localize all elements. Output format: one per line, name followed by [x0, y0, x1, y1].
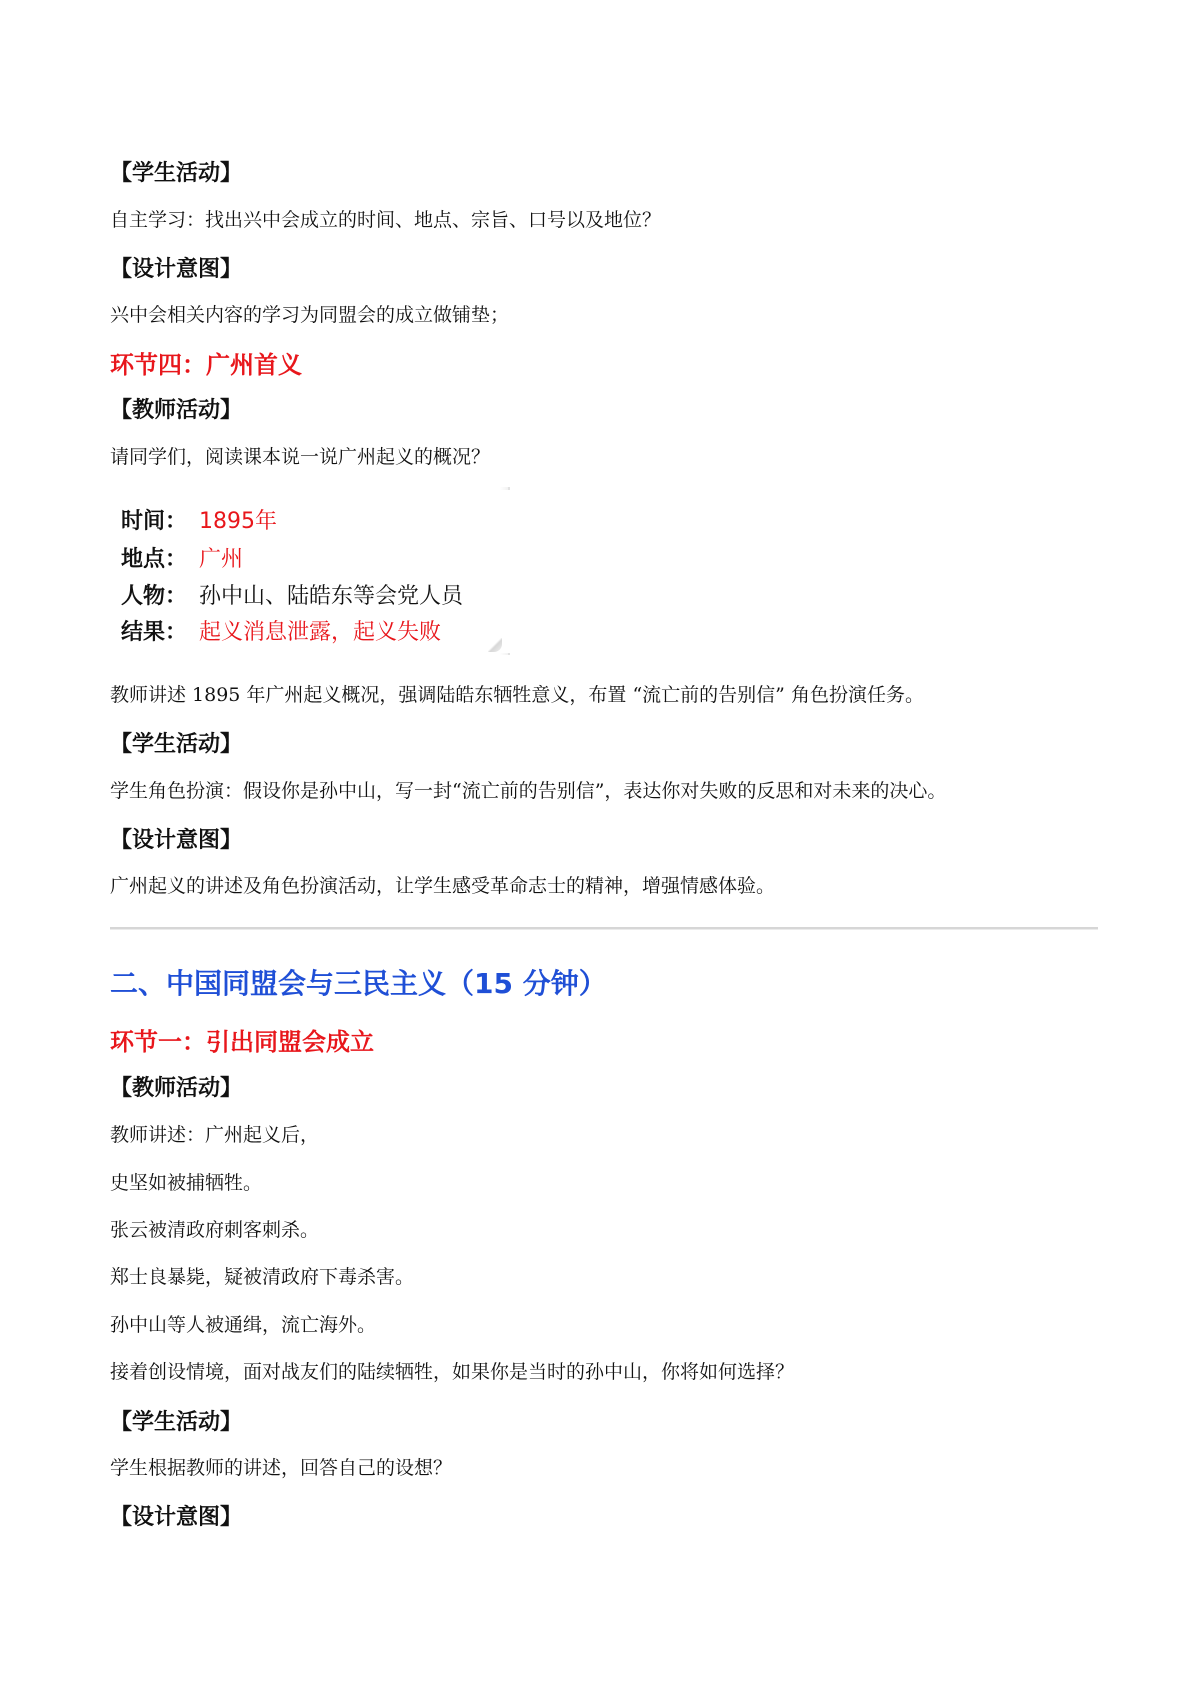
- info-value-place: 广州: [199, 547, 244, 572]
- teacher-narration: 教师讲述 1895 年广州起义概况，强调陆皓东牺牲意义，布置 “流亡前的告别信” 角色扮演任务。: [110, 684, 924, 706]
- teacher-prompt: 请同学们，阅读课本说一说广州起义的概况？: [110, 446, 491, 468]
- teacher-activity-label: 【教师活动】: [110, 1076, 243, 1101]
- student-activity-text: 学生角色扮演：假设你是孙中山，写一封“流亡前的告别信”，表达你对失败的反思和对未来的决心。: [110, 780, 947, 802]
- section-heading: 二、中国同盟会与三民主义（15 分钟）: [110, 967, 607, 1000]
- teacher-line: 接着创设情境，面对战友们的陆续牺牲，如果你是当时的孙中山，你将如何选择？: [110, 1361, 795, 1383]
- step4-heading: 环节四：广州首义: [110, 351, 302, 379]
- teacher-line: 史坚如被捕牺牲。: [110, 1172, 263, 1194]
- info-key-result: 结果：: [121, 620, 188, 645]
- teacher-line: 张云被清政府刺客刺杀。: [110, 1219, 320, 1241]
- info-key-people: 人物：: [121, 584, 188, 609]
- info-row-place: [121, 542, 243, 573]
- student-activity-text: 自主学习：找出兴中会成立的时间、地点、宗旨、口号以及地位？: [110, 209, 662, 231]
- design-intent-text: 兴中会相关内容的学习为同盟会的成立做铺垫；: [110, 304, 510, 326]
- design-intent-label: 【设计意图】: [110, 1505, 243, 1530]
- student-activity-text: 学生根据教师的讲述，回答自己的设想？: [110, 1457, 453, 1479]
- step1-heading: 环节一：引出同盟会成立: [110, 1028, 374, 1056]
- info-value-result: 起义消息泄露，起义失败: [199, 620, 442, 645]
- info-row-people: [121, 579, 463, 610]
- teacher-line: 郑士良暴毙，疑被清政府下毒杀害。: [110, 1266, 415, 1288]
- student-activity-label: 【学生活动】: [110, 732, 243, 757]
- student-activity-label: 【学生活动】: [110, 1410, 243, 1435]
- student-activity-label: 【学生活动】: [110, 161, 243, 186]
- design-intent-text: 广州起义的讲述及角色扮演活动，让学生感受革命志士的精神，增强情感体验。: [110, 875, 776, 897]
- section-divider: [110, 927, 1098, 930]
- teacher-line: 孙中山等人被通缉，流亡海外。: [110, 1314, 377, 1336]
- design-intent-label: 【设计意图】: [110, 828, 243, 853]
- teacher-line: 教师讲述：广州起义后，: [110, 1124, 320, 1146]
- info-row-time: [121, 504, 277, 535]
- teacher-activity-label: 【教师活动】: [110, 398, 243, 423]
- info-row-result: [121, 615, 441, 646]
- info-key-time: 时间：: [121, 509, 188, 534]
- info-card: [115, 490, 510, 653]
- info-key-place: 地点：: [121, 547, 188, 572]
- design-intent-label: 【设计意图】: [110, 257, 243, 282]
- info-value-time: 1895年: [199, 509, 277, 534]
- info-value-people: 孙中山、陆皓东等会党人员: [199, 584, 464, 609]
